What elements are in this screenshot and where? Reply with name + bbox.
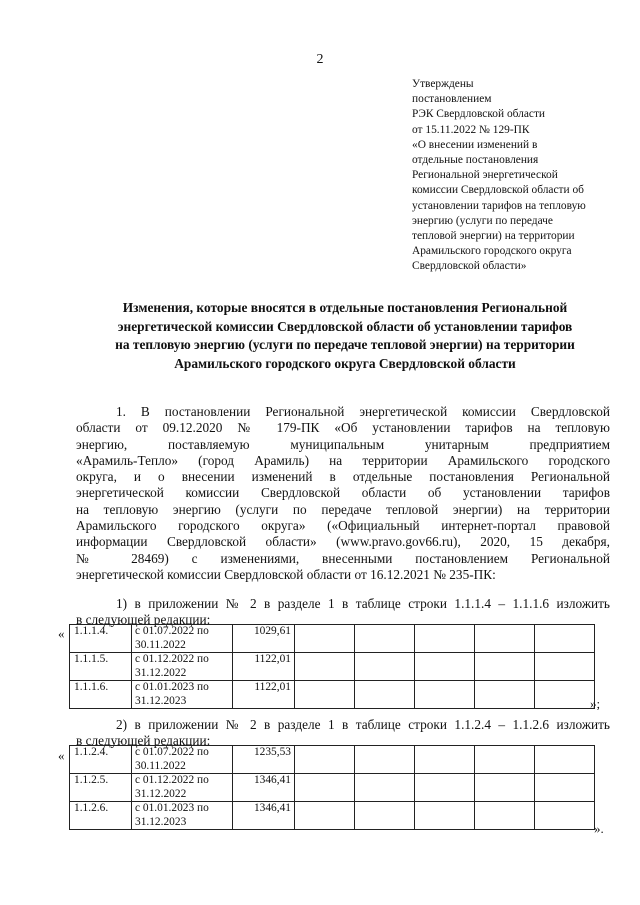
row-value: 1235,53: [233, 746, 295, 774]
paragraph-line: энергетической комиссии Свердловской области об установлении тарифов: [76, 485, 610, 501]
row-period: [132, 625, 233, 653]
document-title: [72, 299, 618, 373]
empty-cell: [415, 802, 475, 830]
empty-cell: [295, 774, 355, 802]
title-line: на тепловую энергию (услуги по передаче тепловой энергии) на территории: [115, 337, 575, 352]
approval-line: установлении тарифов на тепловую: [412, 199, 586, 212]
tariff-table-2: [69, 745, 595, 830]
row-value: 1122,01: [233, 653, 295, 681]
table-row: [70, 774, 595, 802]
row-code: 1.1.1.5.: [70, 653, 132, 681]
period-start: с 01.12.2022 по: [135, 774, 209, 786]
empty-cell: [295, 746, 355, 774]
empty-cell: [415, 625, 475, 653]
empty-cell: [475, 625, 535, 653]
title-line: энергетической комиссии Свердловской области об установлении тарифов: [117, 318, 573, 334]
empty-cell: [295, 681, 355, 709]
empty-cell: [415, 681, 475, 709]
empty-cell: [535, 625, 595, 653]
period-start: с 01.01.2023 по: [135, 681, 209, 693]
empty-cell: [535, 746, 595, 774]
item-line: 1) в приложении № 2 в разделе 1 в таблице строки 1.1.1.4 – 1.1.1.6 изложить: [116, 596, 610, 611]
paragraph-line: энергетической комиссии Свердловской области от 16.12.2021 № 235-ПК:: [76, 566, 496, 582]
title-line: Арамильского городского округа Свердловской области: [174, 355, 516, 371]
row-period: [132, 681, 233, 709]
paragraph-line: информации Свердловской области» (www.pravo.gov66.ru), 2020, 15 декабря,: [76, 534, 610, 550]
empty-cell: [355, 802, 415, 830]
table-row: [70, 653, 595, 681]
empty-cell: [355, 774, 415, 802]
approval-line: тепловой энергии) на территории: [412, 230, 575, 243]
empty-cell: [475, 681, 535, 709]
approval-line: Арамильского городского округа: [412, 245, 572, 258]
approval-line: Утверждены: [412, 78, 474, 90]
empty-cell: [475, 802, 535, 830]
empty-cell: [475, 653, 535, 681]
approval-block: [412, 77, 627, 275]
item-line: 2) в приложении № 2 в разделе 1 в таблице строки 1.1.2.4 – 1.1.2.6 изложить: [116, 717, 610, 732]
row-code: 1.1.2.5.: [70, 774, 132, 802]
period-start: с 01.01.2023 по: [135, 802, 209, 814]
paragraph-line: округа, и о внесении изменений в отдельные постановления Региональной: [76, 469, 610, 485]
close-quote: ».: [594, 821, 604, 836]
empty-cell: [475, 774, 535, 802]
row-code: 1.1.1.4.: [70, 625, 132, 653]
empty-cell: [295, 653, 355, 681]
period-start: с 01.07.2022 по: [135, 625, 209, 637]
approval-line: Свердловской области»: [412, 260, 527, 273]
period-start: с 01.12.2022 по: [135, 653, 209, 665]
row-value: 1346,41: [233, 802, 295, 830]
approval-line: «О внесении изменений в: [412, 138, 538, 151]
page-number: 2: [316, 52, 324, 67]
paragraph-line: «Арамиль-Тепло» (город Арамиль) на территории Арамильского городского: [76, 452, 610, 468]
row-period: [132, 802, 233, 830]
close-quote: »;: [590, 696, 601, 711]
empty-cell: [415, 746, 475, 774]
approval-line: отдельные постановления: [412, 154, 539, 167]
approval-line: Региональной энергетической: [412, 169, 558, 182]
row-period: [132, 774, 233, 802]
empty-cell: [355, 746, 415, 774]
row-code: 1.1.2.6.: [70, 802, 132, 830]
empty-cell: [295, 625, 355, 653]
row-period: [132, 653, 233, 681]
title-line: Изменения, которые вносятся в отдельные постановления Региональной: [122, 300, 568, 315]
open-quote: «: [58, 748, 65, 763]
tariff-table-1: [69, 624, 595, 709]
table-row: [70, 681, 595, 709]
table-row: [70, 802, 595, 830]
empty-cell: [535, 681, 595, 709]
empty-cell: [535, 774, 595, 802]
period-end: 31.12.2022: [135, 787, 187, 800]
period-end: 30.11.2022: [135, 638, 186, 651]
table-row: [70, 625, 595, 653]
empty-cell: [415, 774, 475, 802]
empty-cell: [415, 653, 475, 681]
approval-line: энергию (услуги по передаче: [412, 214, 553, 227]
empty-cell: [295, 802, 355, 830]
paragraph-1: [76, 404, 610, 583]
empty-cell: [355, 625, 415, 653]
period-end: 31.12.2023: [135, 694, 187, 707]
empty-cell: [355, 681, 415, 709]
item-line: в следующей редакции:: [76, 612, 211, 628]
empty-cell: [475, 746, 535, 774]
item-line: в следующей редакции:: [76, 733, 211, 749]
row-period: [132, 746, 233, 774]
period-start: с 01.07.2022 по: [135, 746, 209, 758]
row-value: 1122,01: [233, 681, 295, 709]
row-value: 1346,41: [233, 774, 295, 802]
table-row: [70, 746, 595, 774]
period-end: 31.12.2023: [135, 815, 187, 828]
paragraph-line: 1. В постановлении Региональной энергетической комиссии Свердловской: [116, 404, 610, 419]
empty-cell: [355, 653, 415, 681]
period-end: 30.11.2022: [135, 759, 186, 772]
empty-cell: [535, 802, 595, 830]
paragraph-line: Арамильского городского округа» («Официальный интернет-портал правовой: [76, 518, 610, 534]
approval-line: от 15.11.2022 № 129-ПК: [412, 123, 530, 136]
paragraph-line: энергию, поставляемую муниципальным унитарным предприятием: [76, 436, 610, 452]
row-value: 1029,61: [233, 625, 295, 653]
open-quote: «: [58, 626, 65, 641]
approval-line: постановлением: [412, 93, 492, 106]
empty-cell: [535, 653, 595, 681]
approval-line: комиссии Свердловской области об: [412, 184, 584, 197]
row-code: 1.1.1.6.: [70, 681, 132, 709]
row-code: 1.1.2.4.: [70, 746, 132, 774]
approval-line: РЭК Свердловской области: [412, 108, 546, 121]
paragraph-line: № 28469) с изменениями, внесенными постановлением Региональной: [76, 550, 610, 566]
paragraph-line: области от 09.12.2020 № 179-ПК «Об установлении тарифов на тепловую: [76, 420, 610, 436]
paragraph-line: на тепловую энергию (услуги по передаче тепловой энергии) на территории: [76, 501, 610, 517]
period-end: 31.12.2022: [135, 666, 187, 679]
